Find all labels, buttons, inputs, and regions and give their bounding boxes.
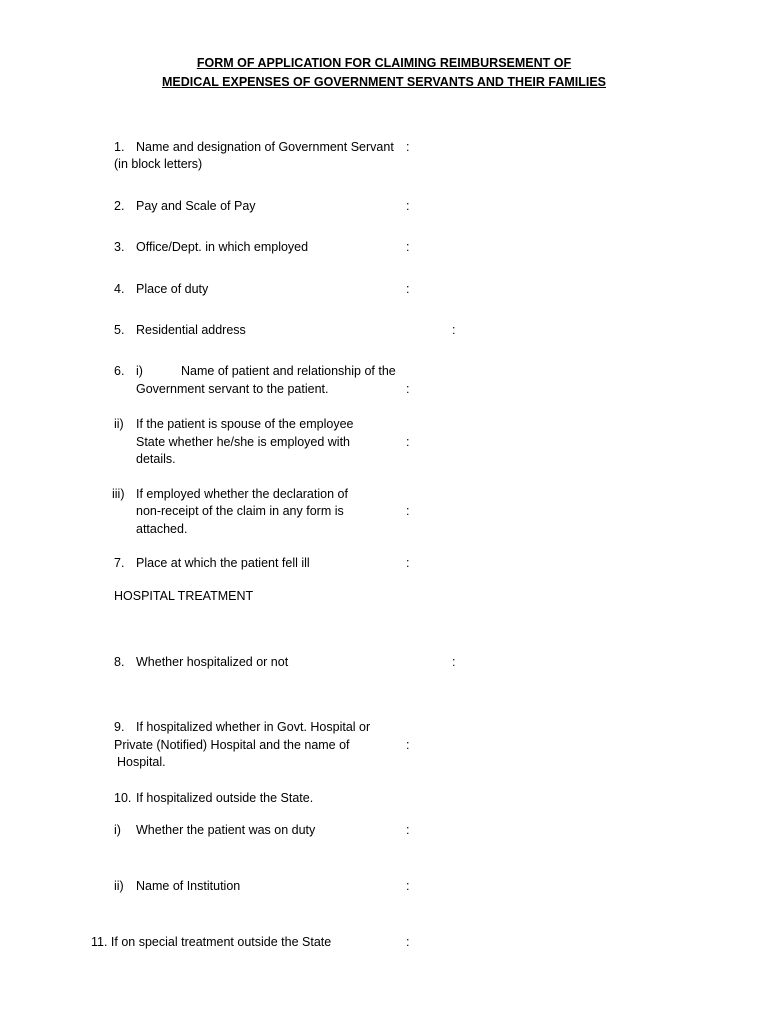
item-6-iii-label-line-3: attached.	[136, 522, 188, 536]
item-8-number: 8.	[114, 655, 125, 669]
item-9-label-line-1: If hospitalized whether in Govt. Hospital or	[136, 720, 371, 734]
item-1-number: 1.	[114, 140, 125, 154]
item-5-number: 5.	[114, 323, 125, 337]
item-1-label: Name and designation of Government Servant	[136, 140, 394, 154]
item-3-number: 3.	[114, 240, 125, 254]
item-10-ii-label: Name of Institution	[136, 879, 241, 893]
item-6-i-label-line-1: Name of patient and relationship of the	[181, 364, 396, 378]
item-7-colon: :	[406, 556, 410, 570]
item-5-colon: :	[452, 323, 456, 337]
item-5-label: Residential address	[136, 323, 246, 337]
item-4-colon: :	[406, 282, 410, 296]
item-11-label: 11. If on special treatment outside the State	[91, 935, 332, 949]
item-6-ii-label-line-2: State whether he/she is employed with	[136, 435, 351, 449]
item-4-number: 4.	[114, 282, 125, 296]
item-10-ii-colon: :	[406, 879, 410, 893]
item-6-iii-label-line-1: If employed whether the declaration of	[136, 487, 348, 501]
item-7-number: 7.	[114, 556, 125, 570]
item-10-i-marker: i)	[114, 823, 121, 837]
item-10-i-label: Whether the patient was on duty	[136, 823, 316, 837]
item-6-iii-marker: iii)	[112, 487, 125, 501]
item-9-number: 9.	[114, 720, 125, 734]
item-6-number: 6.	[114, 364, 125, 378]
item-6-iii-colon: :	[406, 504, 410, 518]
item-11-colon: :	[406, 935, 410, 949]
item-9-label-line-2: Private (Notified) Hospital and the name of	[114, 738, 350, 752]
item-8-colon: :	[452, 655, 456, 669]
item-4-label: Place of duty	[136, 282, 209, 296]
item-10-label: If hospitalized outside the State.	[136, 791, 314, 805]
item-9-label-line-3: Hospital.	[117, 755, 166, 769]
item-10-ii-marker: ii)	[114, 879, 124, 893]
item-6-ii-label-line-3: details.	[136, 452, 176, 466]
item-6-ii-colon: :	[406, 435, 410, 449]
item-6-i-label-line-2: Government servant to the patient.	[136, 382, 329, 396]
hospital-treatment-heading: HOSPITAL TREATMENT	[114, 589, 254, 603]
item-1-sublabel: (in block letters)	[114, 157, 203, 171]
item-3-label: Office/Dept. in which employed	[136, 240, 309, 254]
item-1-colon: :	[406, 140, 410, 154]
item-6-ii-marker: ii)	[114, 417, 124, 431]
item-10-number: 10.	[114, 791, 132, 805]
item-6-ii-label-line-1: If the patient is spouse of the employee	[136, 417, 354, 431]
item-9-colon: :	[406, 738, 410, 752]
item-6-iii-label-line-2: non-receipt of the claim in any form is	[136, 504, 344, 518]
item-3-colon: :	[406, 240, 410, 254]
item-6-i-marker: i)	[136, 364, 143, 378]
item-7-label: Place at which the patient fell ill	[136, 556, 310, 570]
item-2-number: 2.	[114, 199, 125, 213]
item-2-label: Pay and Scale of Pay	[136, 199, 256, 213]
form-title-line-1: FORM OF APPLICATION FOR CLAIMING REIMBURSEMENT OF	[196, 56, 572, 70]
form-title-line-2: MEDICAL EXPENSES OF GOVERNMENT SERVANTS AND THEIR FAMILIES	[161, 75, 607, 89]
item-10-i-colon: :	[406, 823, 410, 837]
item-6-i-colon: :	[406, 382, 410, 396]
item-8-label: Whether hospitalized or not	[136, 655, 289, 669]
item-2-colon: :	[406, 199, 410, 213]
